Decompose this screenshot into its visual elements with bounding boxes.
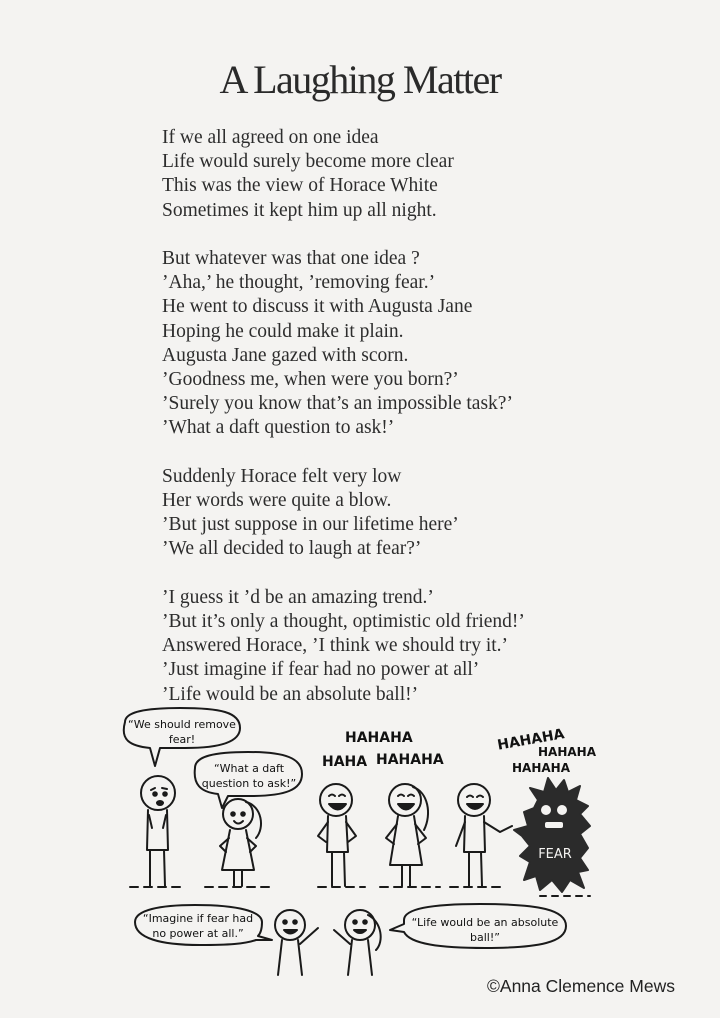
poem-line: ’But it’s only a thought, optimistic old friend!’ (162, 611, 525, 633)
laugh-text: HAHAHA (376, 752, 444, 768)
bubble-text: question to ask!” (201, 777, 297, 790)
poem-line: But whatever was that one idea ? (162, 248, 420, 269)
poem-line: Sometimes it kept him up all night. (162, 199, 437, 221)
copyright-credit: ©Anna Clemence Mews (487, 976, 675, 996)
poem-line: ’I guess it ’d be an amazing trend.’ (162, 586, 434, 608)
laughter-text-group-2 (496, 726, 596, 775)
laughter-text-group-1 (322, 730, 444, 770)
poem-line: ’Aha,’ he thought, ’removing fear.’ (162, 272, 436, 294)
poem-line: Life would surely become more clear (162, 151, 454, 173)
poem-line: He went to discuss it with Augusta Jane (162, 296, 473, 318)
laugh-text: HAHAHA (512, 761, 570, 775)
waving-man-figure (275, 910, 318, 975)
bubble-text: “Life would be an absolute (411, 916, 559, 929)
bubble-text: fear! (168, 733, 196, 746)
stanza-3 (162, 465, 525, 562)
stanza-4 (162, 586, 525, 707)
laugh-text: HAHA (322, 754, 368, 770)
speech-bubble-imagine (135, 905, 272, 945)
speech-bubble-daft-question (195, 752, 302, 808)
bubble-text: no power at all.” (152, 927, 244, 940)
poem-line: ’Surely you know that’s an impossible task?’ (162, 393, 513, 415)
laugh-text: HAHAHA (496, 726, 566, 754)
bubble-text: “What a daft (213, 762, 285, 775)
bubble-text: “We should remove (128, 718, 236, 731)
cartoon-illustration (0, 700, 720, 1000)
laughing-man-figure (318, 784, 365, 887)
stanza-2 (162, 247, 525, 441)
poem-line: Her words were quite a blow. (162, 490, 392, 512)
poem-line: This was the view of Horace White (162, 175, 438, 197)
poem-line: ’What a daft question to ask!’ (162, 417, 395, 439)
poem-line: Answered Horace, ’I think we should try it.’ (162, 635, 509, 657)
bubble-text: ball!” (470, 931, 500, 944)
fear-label: FEAR (538, 847, 572, 862)
waving-woman-figure (334, 910, 381, 975)
poem-line: ’Just imagine if fear had no power at all’ (162, 659, 480, 681)
horace-worried-figure (130, 776, 180, 887)
laughing-woman-figure (380, 784, 440, 887)
poem-line: Suddenly Horace felt very low (162, 465, 402, 487)
stanza-1 (162, 126, 525, 223)
laugh-text: HAHAHA (538, 745, 596, 759)
poem-line: ’We all decided to laugh at fear?’ (162, 538, 422, 560)
poem-body (162, 126, 525, 731)
poem-line: ’Life would be an absolute ball!’ (162, 683, 419, 705)
speech-bubble-absolute-ball (390, 904, 566, 948)
poem-line: If we all agreed on one idea (162, 127, 379, 148)
augusta-figure (205, 799, 270, 887)
poem-line: ’But just suppose in our lifetime here’ (162, 514, 459, 536)
pointing-man-figure (450, 784, 512, 887)
poem-title: A Laughing Matter (219, 57, 501, 102)
bubble-text: “Imagine if fear had (142, 912, 254, 925)
poem-line: Hoping he could make it plain. (162, 320, 404, 342)
laugh-text: HAHAHA (345, 730, 413, 746)
fear-monster (514, 778, 590, 896)
poem-line: ’Goodness me, when were you born?’ (162, 369, 459, 391)
poem-line: Augusta Jane gazed with scorn. (162, 344, 409, 366)
